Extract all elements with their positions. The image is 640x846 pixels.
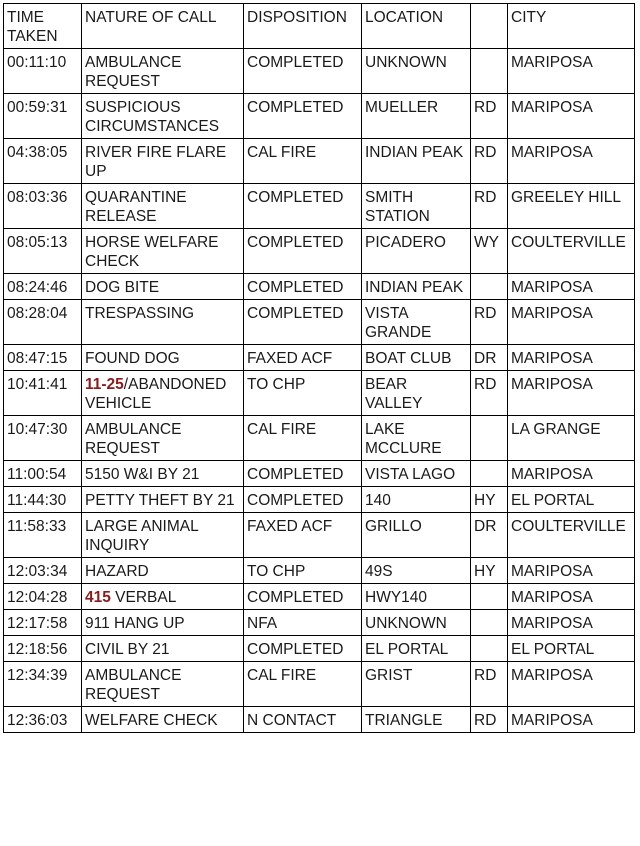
header-time-taken: TIME TAKEN [4, 4, 82, 49]
time-taken-cell: 08:47:15 [4, 345, 82, 371]
time-taken-cell: 10:41:41 [4, 371, 82, 416]
table-row [4, 345, 635, 371]
nature-text: /ABANDONED VEHICLE [85, 376, 227, 412]
street-suffix-cell: RD [471, 184, 508, 229]
city-cell: COULTERVILLE [508, 513, 635, 558]
location-cell: BOAT CLUB [362, 345, 471, 371]
street-suffix-cell [471, 274, 508, 300]
street-suffix-cell [471, 584, 508, 610]
table-row [4, 416, 635, 461]
street-suffix-cell [471, 610, 508, 636]
table-row [4, 662, 635, 707]
location-cell: PICADERO [362, 229, 471, 274]
header-disposition: DISPOSITION [244, 4, 362, 49]
street-suffix-cell: RD [471, 662, 508, 707]
table-row [4, 94, 635, 139]
table-row [4, 139, 635, 184]
nature-of-call-cell [82, 610, 244, 636]
location-cell: LAKE MCCLURE [362, 416, 471, 461]
location-cell: UNKNOWN [362, 49, 471, 94]
table-row [4, 461, 635, 487]
city-cell: MARIPOSA [508, 49, 635, 94]
nature-of-call-cell [82, 461, 244, 487]
city-cell: MARIPOSA [508, 662, 635, 707]
time-taken-cell: 08:03:36 [4, 184, 82, 229]
call-log-body [4, 49, 635, 733]
street-suffix-cell: RD [471, 94, 508, 139]
location-cell: 140 [362, 487, 471, 513]
city-cell: GREELEY HILL [508, 184, 635, 229]
time-taken-cell: 12:36:03 [4, 707, 82, 733]
city-cell: MARIPOSA [508, 300, 635, 345]
time-taken-cell: 08:05:13 [4, 229, 82, 274]
nature-text: AMBULANCE REQUEST [85, 54, 182, 90]
time-taken-cell: 12:03:34 [4, 558, 82, 584]
nature-text: 5150 W&I BY 21 [85, 466, 200, 483]
time-taken-cell: 12:04:28 [4, 584, 82, 610]
location-cell: 49S [362, 558, 471, 584]
nature-text: AMBULANCE REQUEST [85, 667, 182, 703]
nature-of-call-cell [82, 662, 244, 707]
location-cell: TRIANGLE [362, 707, 471, 733]
street-suffix-cell: RD [471, 300, 508, 345]
time-taken-cell: 04:38:05 [4, 139, 82, 184]
nature-of-call-cell [82, 487, 244, 513]
city-cell: MARIPOSA [508, 345, 635, 371]
city-cell: MARIPOSA [508, 371, 635, 416]
disposition-cell: COMPLETED [244, 94, 362, 139]
disposition-cell: N CONTACT [244, 707, 362, 733]
nature-text: 911 HANG UP [85, 615, 185, 632]
table-row [4, 584, 635, 610]
time-taken-cell: 00:11:10 [4, 49, 82, 94]
nature-text: HAZARD [85, 563, 149, 580]
location-cell: BEAR VALLEY [362, 371, 471, 416]
time-taken-cell: 10:47:30 [4, 416, 82, 461]
location-cell: SMITH STATION [362, 184, 471, 229]
table-row [4, 487, 635, 513]
table-row [4, 558, 635, 584]
disposition-cell: COMPLETED [244, 229, 362, 274]
street-suffix-cell [471, 461, 508, 487]
location-cell: EL PORTAL [362, 636, 471, 662]
header-location: LOCATION [362, 4, 471, 49]
city-cell: MARIPOSA [508, 558, 635, 584]
nature-text: VERBAL [110, 589, 177, 606]
disposition-cell: FAXED ACF [244, 513, 362, 558]
nature-text: RIVER FIRE FLARE UP [85, 144, 227, 180]
time-taken-cell: 11:44:30 [4, 487, 82, 513]
street-suffix-cell [471, 636, 508, 662]
nature-of-call-cell [82, 300, 244, 345]
disposition-cell: CAL FIRE [244, 139, 362, 184]
header-city: CITY [508, 4, 635, 49]
city-cell: MARIPOSA [508, 584, 635, 610]
location-cell: VISTA GRANDE [362, 300, 471, 345]
nature-of-call-cell [82, 94, 244, 139]
table-row [4, 184, 635, 229]
header-nature-of-call: NATURE OF CALL [82, 4, 244, 49]
nature-text: DOG BITE [85, 279, 160, 296]
street-suffix-cell: DR [471, 345, 508, 371]
table-row [4, 300, 635, 345]
disposition-cell: COMPLETED [244, 487, 362, 513]
nature-of-call-cell [82, 345, 244, 371]
disposition-cell: COMPLETED [244, 636, 362, 662]
city-cell: MARIPOSA [508, 274, 635, 300]
nature-of-call-cell [82, 636, 244, 662]
nature-of-call-cell [82, 707, 244, 733]
city-cell: EL PORTAL [508, 636, 635, 662]
table-row [4, 371, 635, 416]
nature-of-call-cell [82, 584, 244, 610]
disposition-cell: COMPLETED [244, 49, 362, 94]
disposition-cell: COMPLETED [244, 300, 362, 345]
disposition-cell: NFA [244, 610, 362, 636]
nature-of-call-cell [82, 371, 244, 416]
nature-text: QUARANTINE RELEASE [85, 189, 187, 225]
location-cell: VISTA LAGO [362, 461, 471, 487]
street-suffix-cell [471, 49, 508, 94]
street-suffix-cell: HY [471, 487, 508, 513]
street-suffix-cell [471, 416, 508, 461]
city-cell: MARIPOSA [508, 610, 635, 636]
time-taken-cell: 11:58:33 [4, 513, 82, 558]
call-code: 11-25 [85, 376, 124, 393]
nature-of-call-cell [82, 49, 244, 94]
nature-text: LARGE ANIMAL INQUIRY [85, 518, 199, 554]
street-suffix-cell: WY [471, 229, 508, 274]
table-row [4, 707, 635, 733]
disposition-cell: CAL FIRE [244, 416, 362, 461]
nature-text: AMBULANCE REQUEST [85, 421, 182, 457]
disposition-cell: COMPLETED [244, 584, 362, 610]
nature-of-call-cell [82, 274, 244, 300]
location-cell: INDIAN PEAK [362, 139, 471, 184]
time-taken-cell: 12:18:56 [4, 636, 82, 662]
time-taken-cell: 08:24:46 [4, 274, 82, 300]
street-suffix-cell: RD [471, 371, 508, 416]
time-taken-cell: 08:28:04 [4, 300, 82, 345]
time-taken-cell: 00:59:31 [4, 94, 82, 139]
call-code: 415 [85, 589, 111, 606]
disposition-cell: COMPLETED [244, 184, 362, 229]
nature-of-call-cell [82, 139, 244, 184]
disposition-cell: TO CHP [244, 371, 362, 416]
location-cell: INDIAN PEAK [362, 274, 471, 300]
nature-of-call-cell [82, 184, 244, 229]
location-cell: GRILLO [362, 513, 471, 558]
nature-of-call-cell [82, 229, 244, 274]
disposition-cell: COMPLETED [244, 274, 362, 300]
street-suffix-cell: DR [471, 513, 508, 558]
disposition-cell: TO CHP [244, 558, 362, 584]
table-row [4, 229, 635, 274]
nature-of-call-cell [82, 558, 244, 584]
nature-text: CIVIL BY 21 [85, 641, 170, 658]
header-suffix [471, 4, 508, 49]
call-log-table [3, 3, 635, 733]
table-row [4, 610, 635, 636]
nature-text: FOUND DOG [85, 350, 180, 367]
nature-text: SUSPICIOUS CIRCUMSTANCES [85, 99, 220, 135]
header-row [4, 4, 635, 49]
time-taken-cell: 11:00:54 [4, 461, 82, 487]
location-cell: GRIST [362, 662, 471, 707]
street-suffix-cell: RD [471, 707, 508, 733]
city-cell: EL PORTAL [508, 487, 635, 513]
city-cell: LA GRANGE [508, 416, 635, 461]
city-cell: MARIPOSA [508, 139, 635, 184]
city-cell: MARIPOSA [508, 707, 635, 733]
street-suffix-cell: HY [471, 558, 508, 584]
location-cell: UNKNOWN [362, 610, 471, 636]
table-row [4, 49, 635, 94]
location-cell: MUELLER [362, 94, 471, 139]
nature-text: TRESPASSING [85, 305, 195, 322]
disposition-cell: CAL FIRE [244, 662, 362, 707]
city-cell: MARIPOSA [508, 94, 635, 139]
time-taken-cell: 12:17:58 [4, 610, 82, 636]
location-cell: HWY140 [362, 584, 471, 610]
disposition-cell: COMPLETED [244, 461, 362, 487]
table-row [4, 513, 635, 558]
nature-of-call-cell [82, 513, 244, 558]
table-row [4, 636, 635, 662]
nature-of-call-cell [82, 416, 244, 461]
nature-text: WELFARE CHECK [85, 712, 218, 729]
nature-text: HORSE WELFARE CHECK [85, 234, 219, 270]
time-taken-cell: 12:34:39 [4, 662, 82, 707]
table-row [4, 274, 635, 300]
city-cell: COULTERVILLE [508, 229, 635, 274]
city-cell: MARIPOSA [508, 461, 635, 487]
nature-text: PETTY THEFT BY 21 [85, 492, 235, 509]
street-suffix-cell: RD [471, 139, 508, 184]
disposition-cell: FAXED ACF [244, 345, 362, 371]
